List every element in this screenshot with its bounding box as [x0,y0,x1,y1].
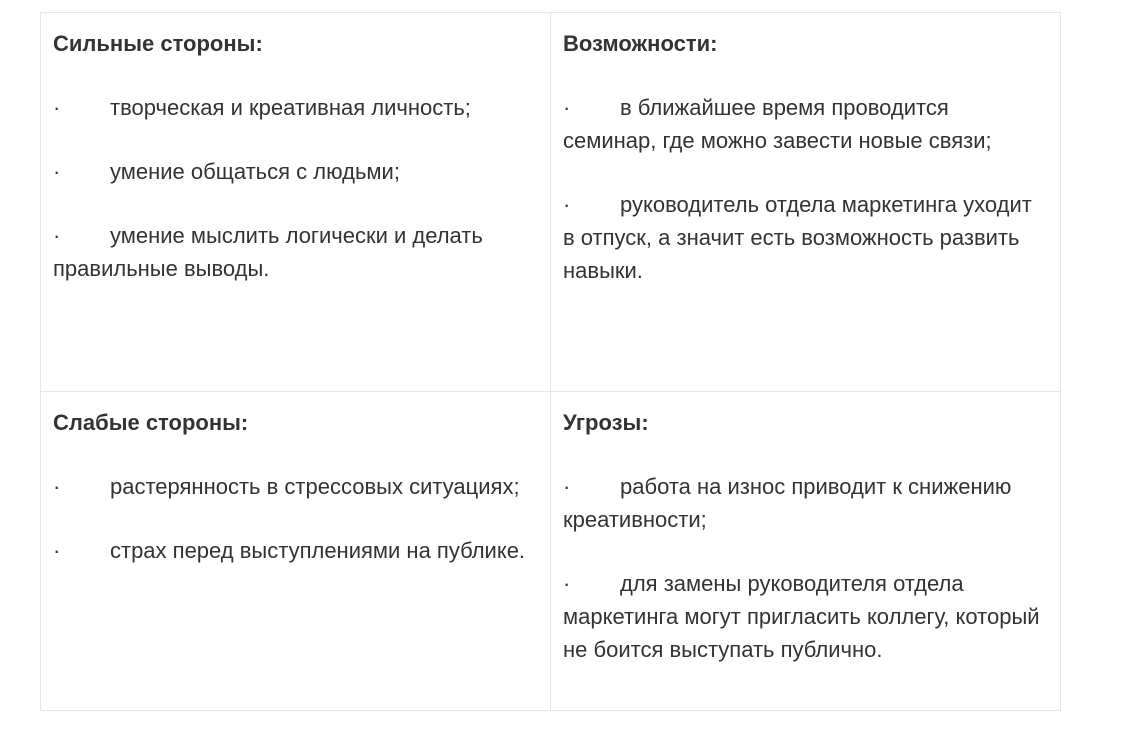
bullet-icon: · [53,95,61,120]
list-item [53,219,538,285]
list-item-text: страх перед выступлениями на публике. [110,538,526,563]
threats-cell [551,392,1061,711]
bullet-icon: · [563,95,571,120]
strengths-cell [41,13,551,392]
list-item [53,91,538,124]
bullet-icon: · [563,192,571,217]
list-item [563,470,1048,536]
list-item-text: в ближайшее время проводится семинар, где можно завести новые связи; [563,95,992,153]
swot-table [40,12,1061,711]
list-item-text: умение мыслить логически и делать правильные выводы. [53,223,483,281]
weaknesses-heading: Слабые стороны: [53,410,249,435]
bullet-icon: · [563,474,571,499]
list-item-text: умение общаться с людьми; [110,159,400,184]
bullet-icon: · [53,159,61,184]
list-item-text: руководитель отдела маркетинга уходит в отпуск, а значит есть возможность развить навыки. [563,192,1032,283]
list-item-text: для замены руководителя отдела маркетинга могут пригласить коллегу, который не боится выступать публично. [563,571,1040,662]
weaknesses-cell [41,392,551,711]
list-item-text: растерянность в стрессовых ситуациях; [110,474,520,499]
bullet-icon: · [563,571,571,596]
list-item [53,155,538,188]
swot-row-top [41,13,1061,392]
opportunities-cell [551,13,1061,392]
threats-heading: Угрозы: [563,410,649,435]
strengths-heading: Сильные стороны: [53,31,263,56]
list-item [563,567,1048,666]
list-item-text: творческая и креативная личность; [110,95,471,120]
bullet-icon: · [53,538,61,563]
list-item [53,534,538,567]
bullet-icon: · [53,474,61,499]
list-item [563,91,1048,157]
bullet-icon: · [53,223,61,248]
list-item [563,188,1048,287]
swot-row-bottom [41,392,1061,711]
opportunities-heading: Возможности: [563,31,718,56]
list-item [53,470,538,503]
list-item-text: работа на износ приводит к снижению креативности; [563,474,1012,532]
